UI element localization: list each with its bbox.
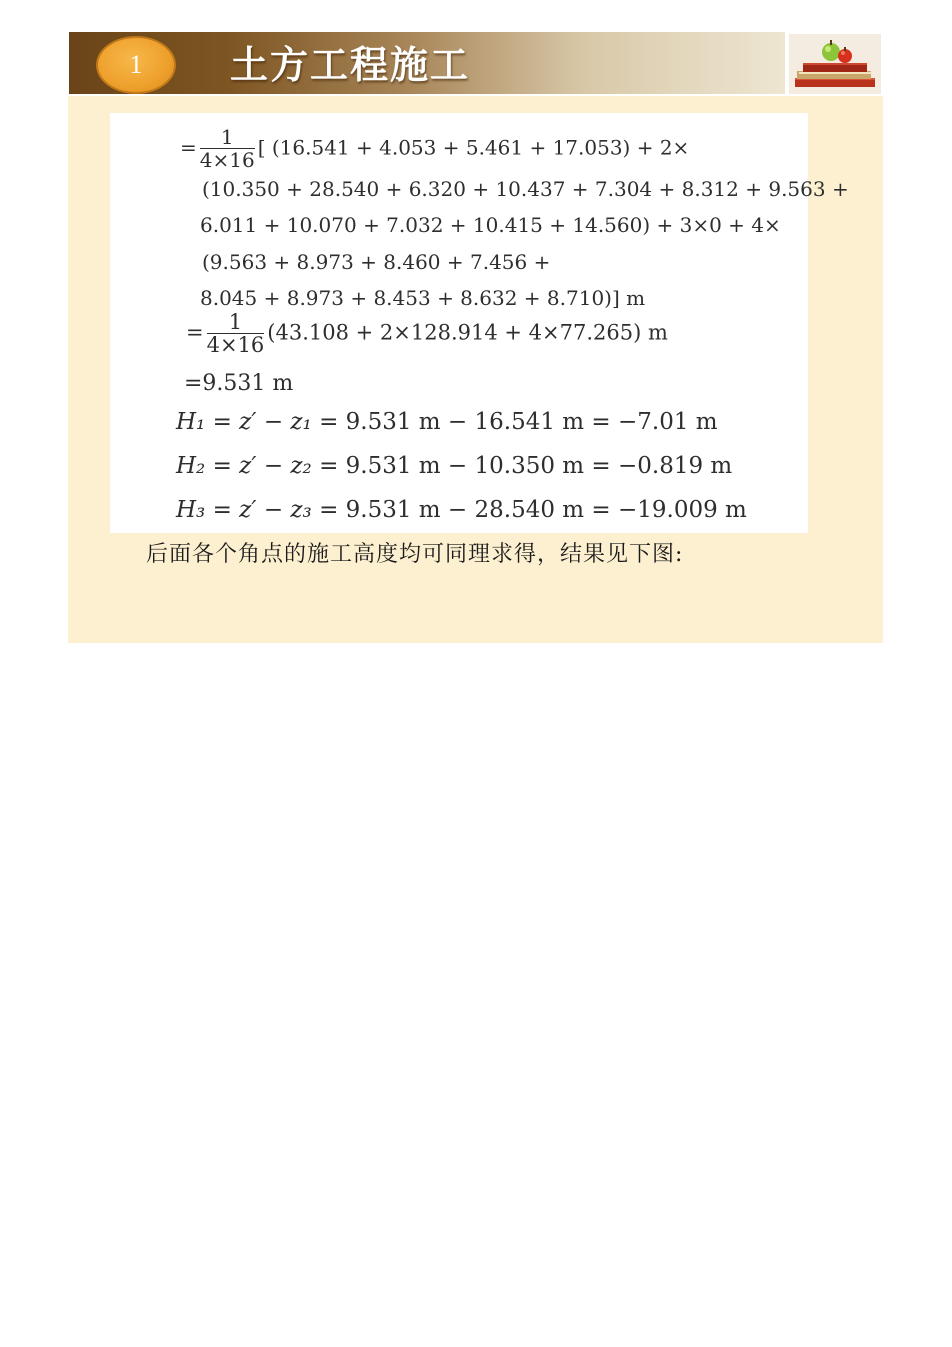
- formula-line-5: 8.045 + 8.973 + 8.453 + 8.632 + 8.710)] m: [200, 286, 646, 310]
- formula-h3: H₃ = z′ − z₃ = 9.531 m − 28.540 m = −19.009 m: [176, 497, 747, 523]
- fraction: $\frac{1}{4\times 16}$: [199, 125, 255, 172]
- formula-image: [110, 113, 849, 533]
- formula-line-4: (9.563 + 8.973 + 8.460 + 7.456 +: [202, 250, 551, 274]
- page-title: 土方工程施工: [230, 42, 471, 87]
- fraction: $\frac{1}{4\times 16}$: [206, 310, 265, 358]
- formula-line-1: = $\frac{1}{4\times 16}$ [ (16.541 + 4.053 + 5.461 + 17.053) + 2×: [180, 125, 690, 172]
- formula-line-2: (10.350 + 28.540 + 6.320 + 10.437 + 7.304 + 8.312 + 9.563 +: [202, 177, 849, 201]
- section-number-badge: [96, 36, 176, 94]
- formula-line-7: =9.531 m: [184, 371, 294, 396]
- caption-text: 后面各个角点的施工高度均可同理求得，结果见下图:: [146, 542, 684, 567]
- formula-line-3: 6.011 + 10.070 + 7.032 + 10.415 + 14.560) + 3×0 + 4×: [200, 213, 781, 237]
- formula-h1: H₁ = z′ − z₁ = 9.531 m − 16.541 m = −7.01 m: [176, 409, 718, 435]
- section-number: 1: [129, 50, 143, 79]
- formula-line-6: = $\frac{1}{4\times 16}$ (43.108 + 2×128.914 + 4×77.265) m: [186, 310, 668, 358]
- formula-h2: H₂ = z′ − z₂ = 9.531 m − 10.350 m = −0.819 m: [176, 453, 733, 479]
- books-apple-icon: [789, 34, 881, 94]
